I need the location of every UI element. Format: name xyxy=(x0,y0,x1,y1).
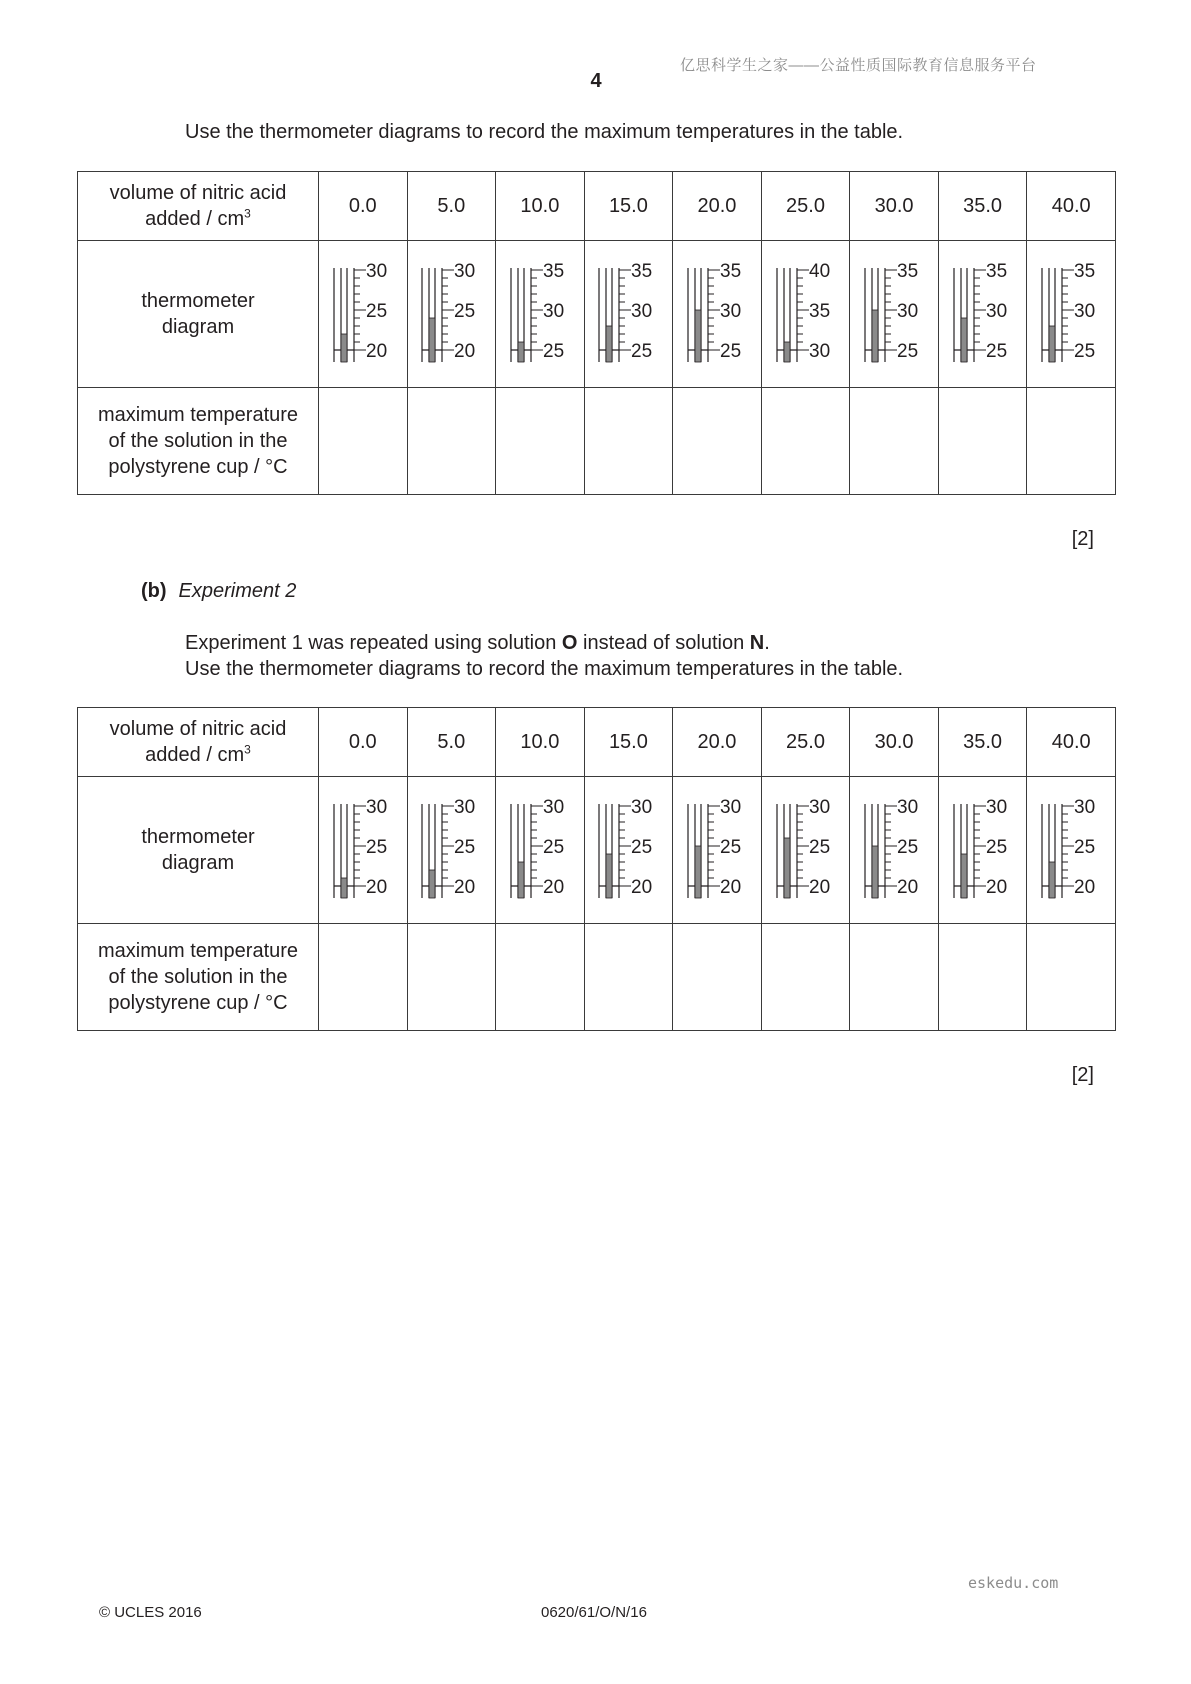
thermometer-column xyxy=(429,870,435,898)
scale-label: 30 xyxy=(631,301,653,322)
scale-label: 30 xyxy=(985,797,1007,818)
answer-cell[interactable] xyxy=(938,388,1027,495)
thermometer-column xyxy=(341,878,347,898)
thermometer-column xyxy=(606,854,612,898)
answer-cell[interactable] xyxy=(673,924,762,1031)
scale-label: 35 xyxy=(985,261,1007,282)
scale-label: 30 xyxy=(365,797,387,818)
scale-label: 20 xyxy=(454,877,476,898)
volume-cell: 5.0 xyxy=(407,172,496,241)
volume-row xyxy=(78,708,1116,777)
scale-label: 30 xyxy=(454,261,476,282)
scale-label: 25 xyxy=(365,301,387,322)
answer-cell[interactable] xyxy=(496,924,585,1031)
thermometer-label-line1: thermometer xyxy=(141,290,255,312)
scale-label: 25 xyxy=(985,837,1007,858)
volume-cell: 35.0 xyxy=(938,708,1027,777)
volume-cell: 15.0 xyxy=(584,708,673,777)
scale-label: 25 xyxy=(985,341,1007,362)
max-temperature-row-label xyxy=(78,924,319,1031)
max-temperature-row xyxy=(78,924,1116,1031)
instructions-2-line2: Use the thermometer diagrams to record the maximum temperatures in the table. xyxy=(185,658,904,680)
thermometer-icon xyxy=(507,262,573,366)
thermometer-icon xyxy=(330,262,396,366)
scale-label: 25 xyxy=(631,341,653,362)
thermometer-icon xyxy=(507,798,573,902)
volume-cell: 40.0 xyxy=(1027,708,1116,777)
scale-label: 30 xyxy=(897,301,919,322)
max-label-line3: polystyrene cup / °C xyxy=(108,456,288,478)
thermometer-cell xyxy=(850,241,939,388)
thermometer-column xyxy=(1049,862,1055,898)
answer-cell[interactable] xyxy=(1027,388,1116,495)
volume-cell: 5.0 xyxy=(407,708,496,777)
scale-label: 20 xyxy=(454,341,476,362)
thermometer-label-line2: diagram xyxy=(161,852,235,874)
answer-cell[interactable] xyxy=(407,924,496,1031)
thermometer-column xyxy=(341,334,347,362)
scale-label: 30 xyxy=(985,301,1007,322)
page-number: 4 xyxy=(590,70,602,92)
volume-cell: 30.0 xyxy=(850,708,939,777)
volume-cell: 25.0 xyxy=(761,172,850,241)
volume-cell: 30.0 xyxy=(850,172,939,241)
answer-cell[interactable] xyxy=(584,924,673,1031)
max-label-line2: of the solution in the xyxy=(108,430,288,452)
thermometer-column xyxy=(1049,326,1055,362)
answer-cell[interactable] xyxy=(673,388,762,495)
scale-label: 25 xyxy=(542,837,564,858)
volume-cell: 25.0 xyxy=(761,708,850,777)
volume-cell: 10.0 xyxy=(496,172,585,241)
scale-label: 20 xyxy=(897,877,919,898)
scale-label: 20 xyxy=(365,877,387,898)
scale-label: 20 xyxy=(985,877,1007,898)
thermometer-column xyxy=(429,318,435,362)
scale-label: 30 xyxy=(719,797,742,818)
scale-label: 25 xyxy=(719,341,742,362)
volume-row-label xyxy=(78,708,319,777)
experiment-1-table xyxy=(77,171,1116,495)
instr2-text-pre: Experiment 1 was repeated using solution xyxy=(185,632,562,654)
scale-label: 35 xyxy=(808,301,830,322)
thermometer-icon xyxy=(418,262,484,366)
thermometer-column xyxy=(784,342,790,362)
answer-cell[interactable] xyxy=(319,924,408,1031)
scale-label: 25 xyxy=(542,341,564,362)
scale-label: 30 xyxy=(897,797,919,818)
solution-o: O xyxy=(561,632,578,654)
volume-cell: 20.0 xyxy=(673,172,762,241)
scale-label: 30 xyxy=(542,301,564,322)
volume-row xyxy=(78,172,1116,241)
answer-cell[interactable] xyxy=(761,388,850,495)
scale-label: 30 xyxy=(542,797,564,818)
volume-cell: 0.0 xyxy=(319,172,408,241)
thermometer-column xyxy=(872,846,878,898)
instructions-2-line1 xyxy=(185,632,770,655)
scale-label: 25 xyxy=(365,837,387,858)
scale-label: 20 xyxy=(631,877,653,898)
volume-cell: 15.0 xyxy=(584,172,673,241)
thermometer-row xyxy=(78,777,1116,924)
volume-label-line1: volume of nitric acid xyxy=(109,718,287,740)
volume-label-line2: added / cm xyxy=(145,744,245,766)
scale-label: 20 xyxy=(719,877,742,898)
volume-cell: 35.0 xyxy=(938,172,1027,241)
thermometer-icon xyxy=(684,798,750,902)
thermometer-icon xyxy=(861,262,927,366)
max-label-line2: of the solution in the xyxy=(108,966,288,988)
scale-label: 40 xyxy=(808,261,830,282)
footer-paper-code: 0620/61/O/N/16 xyxy=(541,1604,647,1621)
scale-label: 35 xyxy=(631,261,653,282)
volume-label-line1: volume of nitric acid xyxy=(109,182,287,204)
answer-cell[interactable] xyxy=(584,388,673,495)
thermometer-label-line1: thermometer xyxy=(141,826,255,848)
thermometer-cell xyxy=(584,241,673,388)
scale-label: 30 xyxy=(631,797,653,818)
volume-unit-superscript: 3 xyxy=(244,206,251,221)
max-label-line1: maximum temperature xyxy=(97,404,299,426)
thermometer-cell xyxy=(496,777,585,924)
scale-label: 25 xyxy=(1074,341,1096,362)
answer-cell[interactable] xyxy=(496,388,585,495)
max-temperature-row xyxy=(78,388,1116,495)
scale-label: 25 xyxy=(808,837,830,858)
scale-label: 25 xyxy=(897,341,919,362)
instr2-text-post: . xyxy=(764,632,770,654)
thermometer-icon xyxy=(950,262,1016,366)
part-b-title: Experiment 2 xyxy=(178,580,297,602)
scale-label: 30 xyxy=(1074,797,1096,818)
thermometer-icon xyxy=(861,798,927,902)
scale-label: 30 xyxy=(454,797,476,818)
thermometer-icon xyxy=(1038,798,1104,902)
scale-label: 20 xyxy=(365,341,387,362)
thermometer-cell xyxy=(761,777,850,924)
volume-row-label xyxy=(78,172,319,241)
thermometer-icon xyxy=(330,798,396,902)
thermometer-icon xyxy=(595,262,661,366)
scale-label: 35 xyxy=(542,261,564,282)
thermometer-cell xyxy=(673,777,762,924)
thermometer-column xyxy=(518,862,524,898)
scale-label: 30 xyxy=(1074,301,1096,322)
watermark-text: 亿思科学生之家——公益性质国际教育信息服务平台 xyxy=(680,57,1037,74)
volume-cell: 0.0 xyxy=(319,708,408,777)
thermometer-cell xyxy=(850,777,939,924)
marks-label-1: [2] xyxy=(1071,528,1094,550)
scale-label: 25 xyxy=(631,837,653,858)
volume-unit-superscript: 3 xyxy=(244,742,251,757)
scale-label: 20 xyxy=(808,877,830,898)
instructions-1: Use the thermometer diagrams to record the maximum temperatures in the table. xyxy=(185,121,904,143)
answer-cell[interactable] xyxy=(407,388,496,495)
thermometer-icon xyxy=(1038,262,1104,366)
scale-label: 30 xyxy=(719,301,742,322)
scale-label: 25 xyxy=(454,301,476,322)
scale-label: 35 xyxy=(719,261,742,282)
answer-cell[interactable] xyxy=(850,924,939,1031)
thermometer-cell xyxy=(1027,241,1116,388)
scale-label: 30 xyxy=(808,797,830,818)
thermometer-icon xyxy=(684,262,750,366)
thermometer-column xyxy=(961,318,967,362)
volume-cell: 10.0 xyxy=(496,708,585,777)
thermometer-icon xyxy=(418,798,484,902)
scale-label: 20 xyxy=(1074,877,1096,898)
scale-label: 30 xyxy=(365,261,387,282)
scale-label: 25 xyxy=(897,837,919,858)
thermometer-cell xyxy=(319,777,408,924)
footer-copyright: © UCLES 2016 xyxy=(99,1604,202,1621)
thermometer-row xyxy=(78,241,1116,388)
thermometer-icon xyxy=(595,798,661,902)
thermometer-column xyxy=(606,326,612,362)
instr2-text-mid: instead of solution xyxy=(577,632,750,654)
thermometer-column xyxy=(695,310,701,362)
thermometer-label-line2: diagram xyxy=(161,316,235,338)
volume-label-line2: added / cm xyxy=(145,208,245,230)
thermometer-column xyxy=(872,310,878,362)
max-label-line1: maximum temperature xyxy=(97,940,299,962)
scale-label: 30 xyxy=(808,341,830,362)
scale-label: 35 xyxy=(897,261,919,282)
volume-cell: 40.0 xyxy=(1027,172,1116,241)
solution-n: N xyxy=(749,632,765,654)
marks-label-2: [2] xyxy=(1071,1064,1094,1086)
thermometer-cell xyxy=(938,777,1027,924)
part-b-heading xyxy=(141,580,296,603)
thermometer-cell xyxy=(673,241,762,388)
scale-label: 25 xyxy=(1074,837,1096,858)
max-temperature-row-label xyxy=(78,388,319,495)
answer-cell[interactable] xyxy=(850,388,939,495)
scale-label: 25 xyxy=(719,837,742,858)
thermometer-cell xyxy=(407,777,496,924)
scale-label: 20 xyxy=(542,877,564,898)
thermometer-column xyxy=(961,854,967,898)
thermometer-cell xyxy=(1027,777,1116,924)
thermometer-row-label xyxy=(78,241,319,388)
scale-label: 35 xyxy=(1074,261,1096,282)
thermometer-cell xyxy=(938,241,1027,388)
thermometer-column xyxy=(518,342,524,362)
thermometer-cell xyxy=(407,241,496,388)
thermometer-cell xyxy=(761,241,850,388)
thermometer-column xyxy=(784,838,790,898)
max-label-line3: polystyrene cup / °C xyxy=(108,992,288,1014)
thermometer-icon xyxy=(773,262,839,366)
thermometer-column xyxy=(695,846,701,898)
thermometer-cell xyxy=(319,241,408,388)
thermometer-row-label xyxy=(78,777,319,924)
footer-site: eskedu.com xyxy=(968,1574,1059,1592)
answer-cell[interactable] xyxy=(761,924,850,1031)
part-b-label: (b) xyxy=(141,580,167,602)
answer-cell[interactable] xyxy=(319,388,408,495)
thermometer-icon xyxy=(773,798,839,902)
answer-cell[interactable] xyxy=(1027,924,1116,1031)
scale-label: 25 xyxy=(454,837,476,858)
volume-cell: 20.0 xyxy=(673,708,762,777)
answer-cell[interactable] xyxy=(938,924,1027,1031)
thermometer-icon xyxy=(950,798,1016,902)
experiment-2-table xyxy=(77,707,1116,1031)
thermometer-cell xyxy=(584,777,673,924)
thermometer-cell xyxy=(496,241,585,388)
